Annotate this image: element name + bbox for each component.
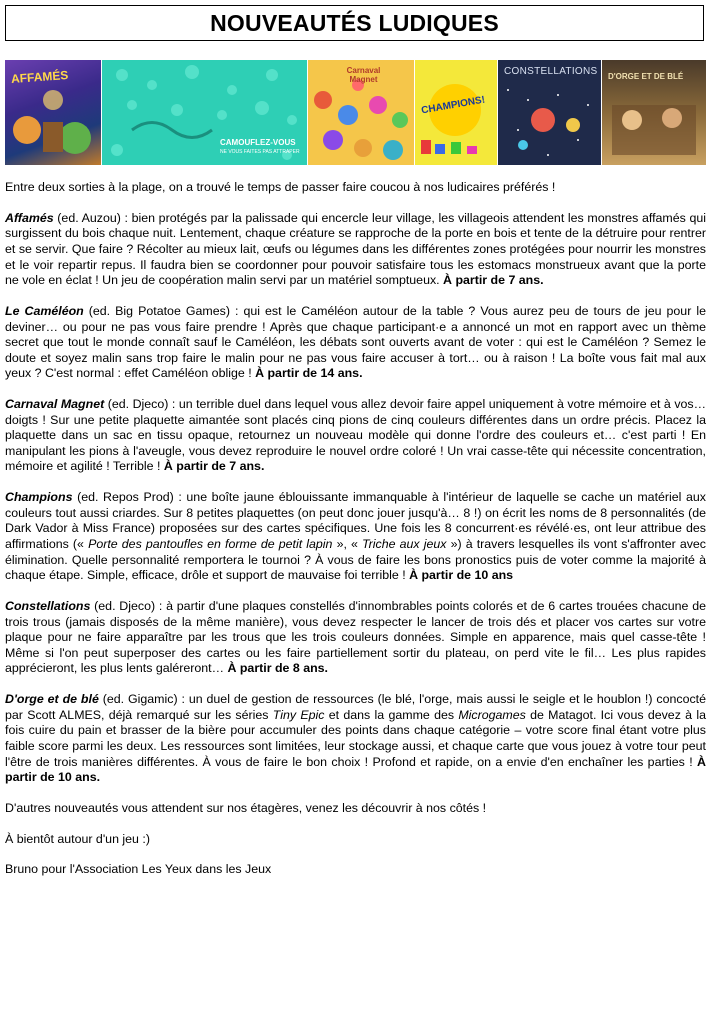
- carnaval-magnet-box-image: [308, 60, 414, 165]
- game-paragraph-affames: Affamés (ed. Auzou) : bien protégés par la palissade qui encercle leur village, les villageois attendent les monstres affamés qui surgissent du bois chaque nuit. Lentement, chaque créature se rapproche de la porte en bois et tente de la détruire pour rentrer et se servir. Que faire ? Récolter au mieux lait, œufs ou légumes dans les différentes zones protégées pour nourrir les monstres et le voir repartir repus. Il faudra bien se coordonner pour pouvoir satisfaire tous les estomacs monstrueux avant que la porte ne vole en éclat ! Un jeu de coopération malin servi par un matériel somptueux. À partir de 7 ans.: [5, 210, 707, 288]
- cameleon-box-sublabel: NE VOUS FAITES PAS ATTRAPER: [220, 149, 300, 155]
- constellations-box-label: CONSTELLATIONS: [504, 66, 598, 77]
- intro-paragraph: Entre deux sorties à la plage, on a trouvé le temps de passer faire coucou à nos ludicaires préférés !: [5, 180, 556, 194]
- champions-box-label: CHAMPIONS!: [420, 94, 486, 117]
- game-paragraph-champions: Champions (ed. Repos Prod) : une boîte jaune éblouissante immanquable à l'intérieur de laquelle se cache un matériel aux couleurs tout aussi criardes. Sur 8 petites plaquettes (on peut donc jouer jusqu'à… 8 !) on écrit les noms de 8 personnalités (de Dark Vador à Miss France) proposées sur des cartes spécifiques. Une fois les 8 concurrent·es révélé·es, ont leur attribue des affirmations (« Porte des pantoufles en forme de petit lapin », « Triche aux jeux ») à travers lesquelles ils vont s'affronter avec élimination. Quelle personnalité remportera le tournoi ? À vous de faire les bons pronostics puis de voter comme la majorité à chaque étape. Simple, efficace, drôle et support de mauvaise foi terrible ! À partir de 10 ans: [5, 490, 707, 583]
- age-label: À partir de 14 ans.: [255, 366, 363, 381]
- age-label: À partir de 7 ans.: [443, 273, 544, 288]
- orge-et-ble-box-label: D'ORGE ET DE BLÉ: [608, 72, 684, 81]
- game-name: Champions: [5, 490, 73, 505]
- constellations-box-image: [498, 60, 601, 165]
- game-paragraph-carnaval-magnet: Carnaval Magnet (ed. Djeco) : un terrible duel dans lequel vous allez devoir faire appel uniquement à votre mémoire et à vos… doigts ! Sur une petite plaquette aimantée sont placés cinq pions de cinq couleurs différentes dans un ordre précis. Placez la plaquette dans un sac en tissu opaque, retournez un nouveau modèle qui donne l'ordre des couleurs et… c'est parti ! En manipulant les pions à l'aveugle, vous devez reproduire le nouvel ordre coloré ! Un vrai casse-tête qui nécessite concentration, mémoire et agilité ! Terrible ! À partir de 7 ans.: [5, 397, 706, 474]
- signature: Bruno pour l'Association Les Yeux dans les Jeux: [5, 862, 272, 877]
- article-body: [5, 180, 706, 878]
- age-label: À partir de 7 ans.: [163, 459, 265, 474]
- title-box: [5, 5, 704, 41]
- game-name: Affamés: [5, 210, 54, 225]
- cameleon-box-label: CAMOUFLEZ-VOUS: [220, 138, 296, 147]
- game-name: Le Caméléon: [5, 303, 84, 318]
- carnaval-magnet-box-label: Carnaval Magnet: [346, 66, 381, 84]
- affames-box-image: [5, 60, 101, 165]
- age-label: À partir de 8 ans.: [227, 661, 329, 676]
- page-title: NOUVEAUTÉS LUDIQUES: [210, 10, 499, 36]
- game-name: Constellations: [5, 599, 91, 613]
- game-paragraph-constellations: Constellations (ed. Djeco) : à partir d'une plaques constellés d'innombrables points colorés et de 6 cartes trouées chacune de trois trous (jamais disposés de la même manière), vous devez respecter le lancer de trois dés et placer vos cartes sur votre plaque pour ne faire apparaître par les trous que les trois couleurs données. Simple en apparence, mais quel casse-tête ! Même si l'on peut superposer des cartes ou les faire partiellement sortir du plateau, on perd vite le fil… Les plus rapides apprécieront, les plus lents galéreront… À partir de 8 ans.: [5, 599, 706, 676]
- game-name: D'orge et de blé: [5, 692, 99, 707]
- age-label: À partir de 10 ans.: [5, 754, 706, 785]
- orge-et-ble-box-image: [602, 60, 706, 165]
- age-label: À partir de 10 ans: [409, 568, 514, 583]
- outro-paragraph: D'autres nouveautés vous attendent sur nos étagères, venez les découvrir à nos côtés !: [5, 800, 487, 815]
- game-paragraph-orge-et-ble: D'orge et de blé (ed. Gigamic) : un duel de gestion de ressources (le blé, l'orge, mais aussi le seigle et le houblon !) concocté par Scott ALMES, déjà remarqué sur les séries Tiny Epic et dans la gamme des Microgames de Matagot. Ici vous devez à la fois cuire du pain et brasser de la bière pour accumuler des points dans chaque catégorie – votre score final étant votre plus faible score parmi les deux. Les ressources sont limitées, leur stockage aussi, et chaque carte que vous jouez à votre tour peut l'être de trois manières différentes. À vous de faire le bon choix ! Profond et rapide, on a envie d'en enchaîner les parties ! À partir de 10 ans.: [5, 692, 706, 785]
- game-name: Carnaval Magnet: [5, 397, 105, 412]
- champions-box-image: [415, 60, 497, 165]
- cameleon-box-image: [102, 60, 307, 165]
- game-paragraph-cameleon: Le Caméléon (ed. Big Potatoe Games) : qui est le Caméléon autour de la table ? Vous aurez peu de tours de jeu pour le deviner… ou pour ne pas vous faire prendre ! Après que chaque participant·e a annoncé un mot en rapport avec un thème secret que tout le monde connaît sauf le Caméléon, les débats sont ouverts avant de voter : qui est le Caméléon ? Semez le doute et soyez malin sans trop faire le malin pour ne pas vous faire accuser à tort… ou à raison ! La boîte vous fait mal aux yeux ? C'est normal : effet Caméléon oblige ! À partir de 14 ans.: [5, 303, 707, 381]
- game-boxes-banner: [5, 60, 706, 165]
- farewell-paragraph: À bientôt autour d'un jeu :): [5, 831, 150, 846]
- affames-box-label: AFFAMÉS: [10, 68, 69, 86]
